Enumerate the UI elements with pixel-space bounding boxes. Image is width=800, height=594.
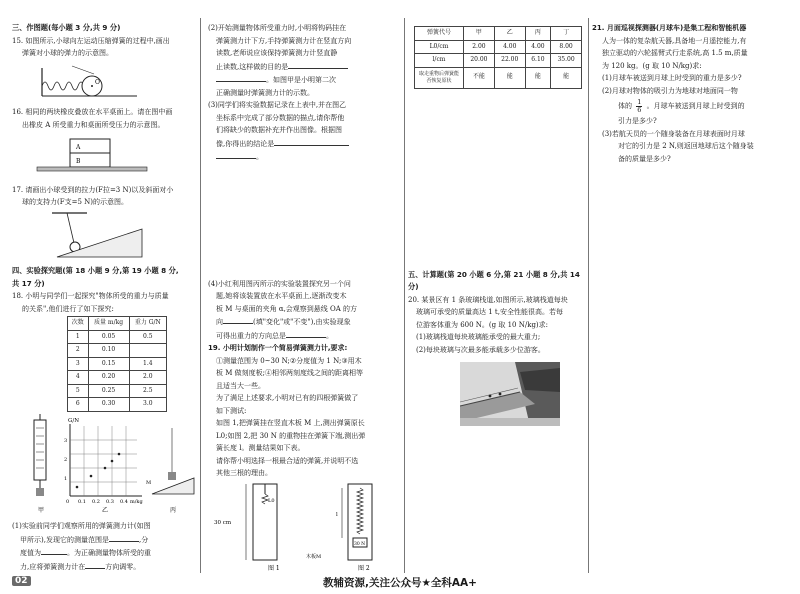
column-2: (2)开始测量物体所受重力时,小明将钩码挂在 弹簧测力计下方,手持弹簧测力计在竖直方向 读数,老师说应该保持弹簧测力计竖直静 止读数,这样做的目的是 。如图甲是小明第二次 正确测量时弹簧测力计的示数。 (3)同学们将实验数据记录在上表中,并在图乙 坐标系中完成了部分数据的描点,请你帮他 们将缺少的数据补充并作出图像。根据图 像,你得出的结论是 。 (4)小红利用图丙所示的实验装置探究另一个问 题,她将该装置放在水平桌面上,逐渐改变木 板 M 与桌面的夹角 α,会观察到悬线 OA 的方 向 (填"变化"或"不变"),由实验现象 可得出重力的方向总是 。 19. 小明计划制作一个简易弹簧测力计,要求: ①测量范围为 0~30 N;②分度值为 1 N;③用木 板 M 做刻度板;④相邻两刻度线之间的距离相等 且适当大一些。 为了满足上述要求,小明对已有的四根弹簧做了 如下测试: 如图 1,把弹簧挂在竖直木板 M 上,测出弹簧原长 L0;如图 2,把 30 N 的重物挂在弹簧下端,测出弹 簧长度 l。测量结果如下表。 请你帮小明选择一根最合适的弹簧,并说明不选 其他三根的理由。 30 cm L0 图 1 木板M l 30 N 图 2 xyxy=(208,22,400,576)
q21-line: 引力是多少? xyxy=(618,117,657,125)
q18-1-line: 甲所示),发现它的测量范围是 ,分 xyxy=(12,533,197,547)
graph-tick: 0.2 xyxy=(92,498,100,505)
q18-1-line: 力,应将弹簧测力计在 方向调零。 xyxy=(12,560,197,574)
q19-line: 且适当大一些。 xyxy=(216,381,265,390)
q19-line: 如下测试: xyxy=(216,406,247,415)
q18-2-line: 读数,老师说应该保持弹簧测力计竖直静 xyxy=(216,49,338,57)
column-3 xyxy=(408,22,586,431)
q18-2-line: 止读数,这样做的目的是 xyxy=(208,60,400,74)
fraction: $\frac{1}{6}$ xyxy=(637,97,642,114)
q15-point-label: O xyxy=(95,78,100,86)
graph-y-label: G/N xyxy=(68,417,80,424)
fig-label-jia: 甲 xyxy=(38,506,45,514)
q18-1-line: (1)实验前同学们观察所用的弹簧测力计(如图 xyxy=(12,522,151,530)
q20-line: 20. 某景区有 1 条玻璃栈道,如图所示,玻璃栈道每块 xyxy=(408,295,568,304)
q21-line: 备的质量是多少? xyxy=(618,154,671,163)
section-heading-4-cont: 共 17 分) xyxy=(12,278,45,288)
table-header: 甲 xyxy=(464,27,495,41)
column-1 xyxy=(12,22,197,573)
q18-4-line: 可得出重力的方向总是 。 xyxy=(208,329,400,343)
q18-2-line: 。如图甲是小明第二次 xyxy=(208,73,400,87)
q21-line: 为 120 kg。(g 取 10 N/kg)求: xyxy=(602,61,702,70)
q19-line: 如图 1,把弹簧挂在竖直木板 M 上,测出弹簧原长 xyxy=(216,419,365,427)
table-row: 3 0.15 1.4 xyxy=(68,357,167,371)
q18-1-line: 度值为 。为正确测量物体所受的重 xyxy=(12,546,197,560)
q18-2-line: 正确测量时弹簧测力计的示数。 xyxy=(216,88,314,97)
spring-test-table xyxy=(414,26,582,89)
q19-line: 请你帮小明选择一根最合适的弹簧,并说明不选 xyxy=(216,456,359,465)
q16-line: 出橡皮 A 所受重力和桌面所受压力的示意图。 xyxy=(22,120,165,129)
footer-watermark-text: 教辅资源,关注公众号★全科AA+ xyxy=(323,577,477,589)
q18-3-line: 坐标系中完成了部分数据的描点,请你帮他 xyxy=(216,113,345,122)
table-header: 乙 xyxy=(494,27,525,41)
q18-line: 的关系",他们进行了如下探究: xyxy=(22,304,114,313)
eraser-b-label: B xyxy=(76,158,81,165)
table-header: 次数 xyxy=(68,317,89,331)
q20-line: (2)每块玻璃与次最多能承载多少位游客。 xyxy=(416,345,545,354)
q21-line: (1)月球车被送到月球上时受到的重力是多少? xyxy=(602,74,742,82)
q19-line: 其他三根的理由。 xyxy=(216,469,272,477)
q20-line: 位游客体重为 600 N。(g 取 10 N/kg)求: xyxy=(416,320,549,329)
q18-4-line: 板 M 与桌面的夹角 α,会观察到悬线 OA 的方 xyxy=(216,304,358,313)
table-row: l/cm 20.00 22.00 6.10 35.00 xyxy=(415,54,582,68)
q18-4-line: (4)小红利用图丙所示的实验装置探究另一个问 xyxy=(208,279,351,288)
q15-figure xyxy=(12,60,192,102)
q17-line: 球的支持力(F支=5 N)的示意图。 xyxy=(22,198,128,206)
table-row: 6 0.30 3.0 xyxy=(68,398,167,412)
q19-figures xyxy=(208,480,398,572)
graph-tick: 0.4 xyxy=(120,498,128,505)
q19-line: L0;如图 2,把 30 N 的重物挂在弹簧下端,测出弹 xyxy=(216,431,366,440)
table-header: 重力 G/N xyxy=(129,317,166,331)
graph-tick: 0.3 xyxy=(106,498,114,505)
q15-line: 15. 如图所示,小球向左运动压缩弹簧的过程中,画出 xyxy=(12,36,170,45)
q21-line: (3)若航天员的一个随身装备在月球表面时月球 xyxy=(602,129,745,138)
q18-3-line: (3)同学们将实验数据记录在上表中,并在图乙 xyxy=(208,101,347,109)
fig-board-label: 木板M xyxy=(306,553,322,560)
fig-l0-label: L0 xyxy=(268,497,275,504)
page-number: 02 xyxy=(12,576,31,586)
q18-figures xyxy=(12,414,197,516)
q21-line: 独立驱动的六轮摇臂式行走系统,高 1.5 m,质量 xyxy=(602,49,748,57)
section-heading-5: 五、计算题(第 20 小题 6 分,第 21 小题 8 分,共 14 分) xyxy=(408,269,580,291)
graph-x-label: m/kg xyxy=(130,498,143,505)
fig-label-yi: 乙 xyxy=(102,506,109,514)
board-m-label: M xyxy=(146,479,152,486)
table-row: 1 0.05 0.5 xyxy=(68,330,167,344)
q19-line: ①测量范围为 0~30 N;②分度值为 1 N;③用木 xyxy=(216,356,362,365)
q18-4-line: 题,她将该装置放在水平桌面上,逐渐改变木 xyxy=(216,292,347,300)
q20-line: (1)玻璃栈道每块玻璃能承受的最大重力; xyxy=(416,333,541,341)
q18-line: 18. 小明与同学们一起探究"物体所受的重力与质量 xyxy=(12,292,169,300)
q18-3-line: 像,你得出的结论是 xyxy=(208,137,400,151)
q18-4-line: 向 (填"变化"或"不变"),由实验现象 xyxy=(208,315,400,329)
table-row: 4 0.20 2.0 xyxy=(68,371,167,385)
section-heading-4: 四、实验探究题(第 18 小题 9 分,第 19 小题 8 分, xyxy=(12,266,179,275)
q21-line: 体的 $\frac{1}{6}$ 。月球车被送到月球上时受到的 xyxy=(618,97,745,114)
q17-figure xyxy=(12,209,192,261)
graph-tick: 3 xyxy=(64,437,68,444)
column-divider xyxy=(200,18,201,573)
q16-figure xyxy=(12,131,192,179)
q18-data-table xyxy=(67,316,167,412)
column-divider xyxy=(404,18,405,573)
q19-line: 簧长度 l。测量结果如下表。 xyxy=(216,444,305,452)
column-divider xyxy=(588,18,589,573)
q16-line: 16. 相同的两块橡皮叠放在水平桌面上。请在图中画 xyxy=(12,108,173,116)
column-4 xyxy=(592,22,790,165)
graph-tick: 0 xyxy=(66,498,70,505)
section-heading-3: 三、作图题(每小题 3 分,共 9 分) xyxy=(12,23,121,32)
fig-weight-label: 30 N xyxy=(354,541,366,547)
q19-title: 19. 小明计划制作一个简易弹簧测力计,要求: xyxy=(208,344,348,352)
graph-tick: 0.1 xyxy=(78,498,86,505)
table-row: L0/cm 2.00 4.00 4.00 8.00 xyxy=(415,40,582,54)
q21-line: 人为一体的复杂航天器,具备地一月遥控能力,有 xyxy=(602,36,747,45)
graph-tick: 1 xyxy=(64,475,68,482)
fig1-label: 图 1 xyxy=(268,564,280,572)
q18-2-line: 弹簧测力计下方,手持弹簧测力计在竖直方向 xyxy=(216,36,352,45)
table-row: 取走重物后弹簧能否恢复原状 不能 能 能 能 xyxy=(415,67,582,88)
fig-label-bing: 丙 xyxy=(170,506,177,514)
q21-line: 对它的引力是 2 N,则返回地球后这个随身装 xyxy=(618,142,754,150)
table-row: 5 0.25 2.5 xyxy=(68,384,167,398)
q19-line: 为了满足上述要求,小明对已有的四根弹簧做了 xyxy=(216,394,359,402)
q21-line: (2)月球对物体的吸引力为地球对地面同一物 xyxy=(602,86,738,95)
q18-3-line: 们将缺少的数据补充并作出图像。根据图 xyxy=(216,126,342,134)
table-header: 质量 m/kg xyxy=(88,317,129,331)
q18-2-line: (2)开始测量物体所受重力时,小明将钩码挂在 xyxy=(208,24,347,32)
graph-grid xyxy=(70,426,137,496)
table-header: 弹簧代号 xyxy=(415,27,464,41)
q15-line: 弹簧对小球的弹力的示意图。 xyxy=(22,49,113,57)
table-header: 丙 xyxy=(525,27,551,41)
q21-title: 21. 月面巡视探测器(月球车)是集工程和智能机器 xyxy=(592,24,747,32)
q17-line: 17. 请画出小球受到的拉力(F拉=3 N)以及斜面对小 xyxy=(12,185,174,194)
eraser-a-label: A xyxy=(76,144,81,151)
graph-tick: 2 xyxy=(64,456,68,463)
fig2-label: 图 2 xyxy=(358,564,370,572)
table-row: 2 0.10 xyxy=(68,344,167,358)
fig-l-label: l xyxy=(336,511,338,518)
glass-walkway-photo xyxy=(460,362,560,426)
table-header: 丁 xyxy=(551,27,582,41)
fig-height-label: 30 cm xyxy=(214,519,232,526)
q19-line: 板 M 做刻度板;④相邻两刻度线之间的距离相等 xyxy=(216,369,363,377)
q20-line: 玻璃可承受的质量高达 1 t,安全性能很高。若每 xyxy=(416,308,563,316)
